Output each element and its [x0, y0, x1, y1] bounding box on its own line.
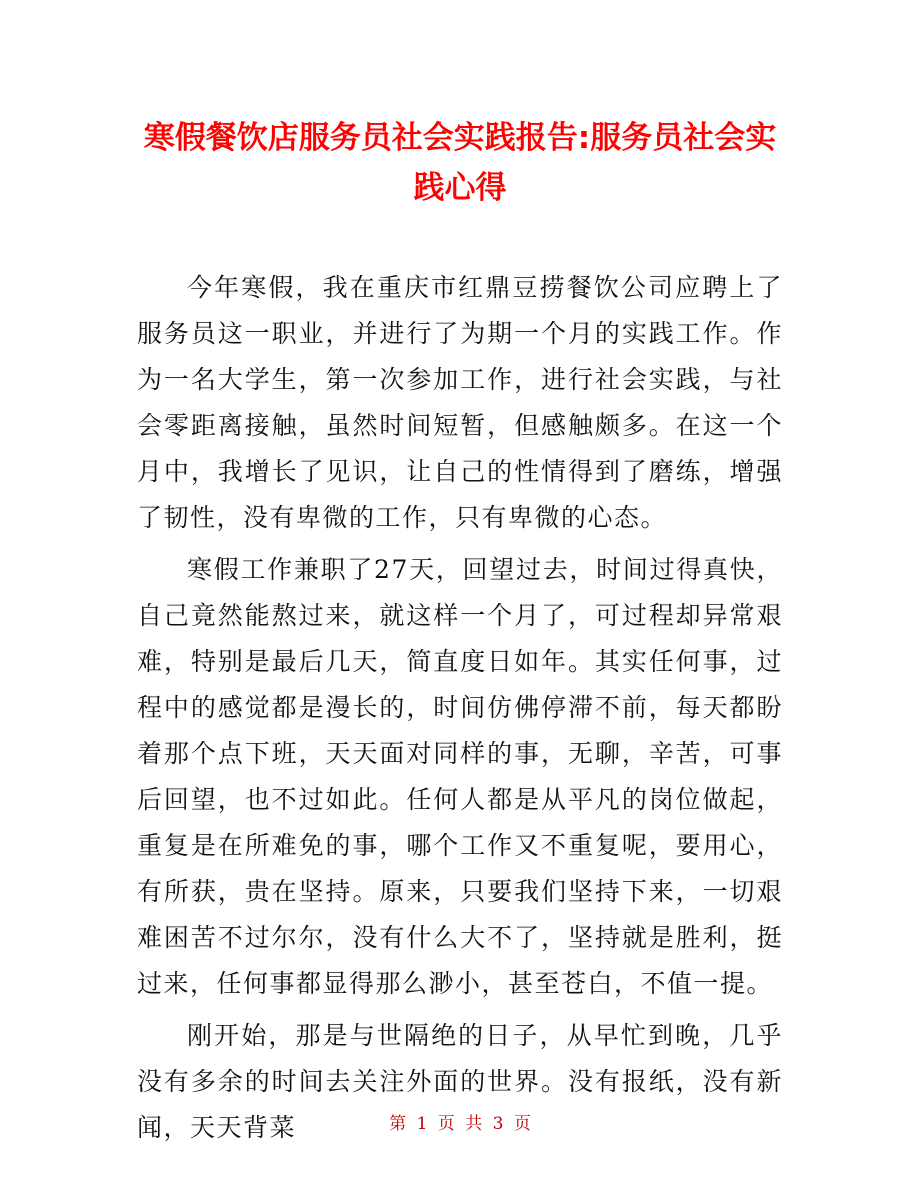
document-title: 寒假餐饮店服务员社会实践报告:服务员社会实践心得	[143, 120, 777, 206]
paragraph-1: 今年寒假，我在重庆市红鼎豆捞餐饮公司应聘上了服务员这一职业，并进行了为期一个月的实践工作。作为一名大学生，第一次参加工作，进行社会实践，与社会零距离接触，虽然时间短暂，但感触颇多。在这一个月中，我增长了见识，让自己的性情得到了磨练，增强了韧性，没有卑微的工作，只有卑微的心态。	[137, 273, 783, 532]
page-number-footer: 第 1 页 共 3 页	[389, 1114, 531, 1134]
document-body	[137, 265, 783, 1157]
paragraph-3: 刚开始，那是与世隔绝的日子，从早忙到晚，几乎没有多余的时间去关注外面的世界。没有报纸，没有新闻，天天背菜	[137, 1021, 783, 1142]
paragraph-2: 寒假工作兼职了27天，回望过去，时间过得真快，自己竟然能熬过来，就这样一个月了，可过程却异常艰难，特别是最后几天，简直度日如年。其实任何事，过程中的感觉都是漫长的，时间仿佛停滞不前，每天都盼着那个点下班，天天面对同样的事，无聊，辛苦，可事后回望，也不过如此。任何人都是从平凡的岗位做起，重复是在所难免的事，哪个工作又不重复呢，要用心，有所获，贵在坚持。原来，只要我们坚持下来，一切艰难困苦不过尔尔，没有什么大不了，坚持就是胜利，挺过来，任何事都显得那么渺小，甚至苍白，不值一提。	[137, 555, 783, 998]
